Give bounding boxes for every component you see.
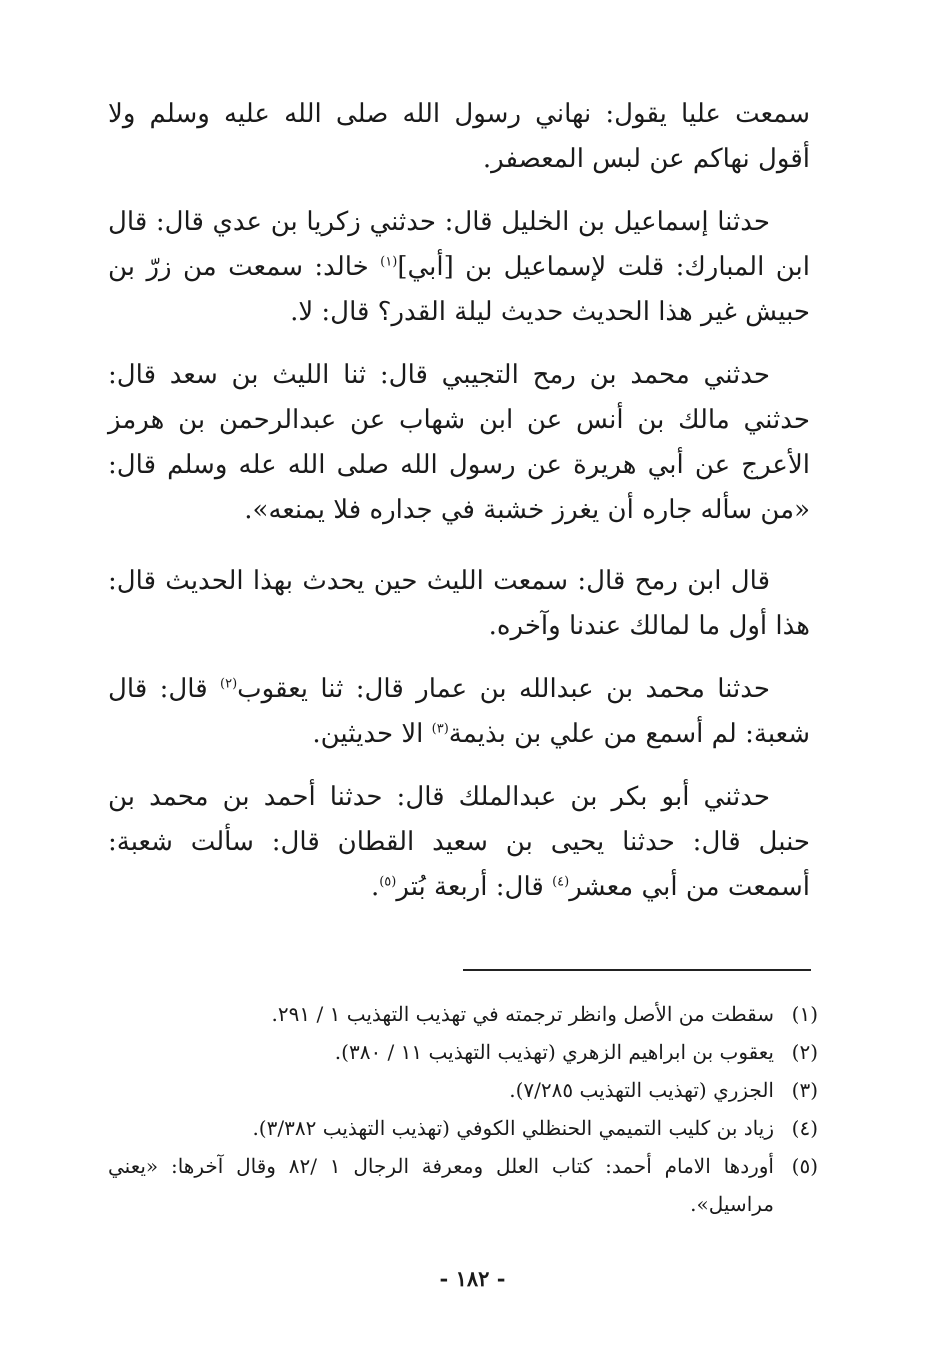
paragraph-5-text-b: قال: قال شعبة: لم أسمع من علي بن بذيمة [108, 674, 810, 749]
paragraph-2 [108, 200, 810, 335]
paragraph-4-text: قال ابن رمح قال: سمعت الليث حين يحدث بهذا الحديث قال: هذا أول ما لمالك عندنا وآخره. [108, 566, 810, 641]
page-number: - ١٨٢ - [439, 1266, 506, 1291]
footnote-2 [108, 1033, 818, 1071]
paragraph-2-text-b: خالد: سمعت من زرّ بن حبيش غير هذا الحديث حديث ليلة القدر؟ قال: لا. [108, 252, 810, 327]
paragraph-5-text-c: الا حديثين. [312, 719, 432, 749]
paragraph-6-text-b: قال: أربعة بُتر [396, 872, 553, 902]
footnote-number: (٢) [791, 1040, 818, 1064]
footnote-ref-1[interactable]: (١) [380, 254, 398, 270]
paragraph-6-text-c: . [370, 872, 380, 902]
paragraph-5 [108, 667, 810, 757]
footnote-3 [108, 1071, 818, 1109]
footnote-ref-4[interactable]: (٤) [552, 874, 570, 890]
paragraph-2-text-a: حدثنا إسماعيل بن الخليل قال: حدثني زكريا بن عدي قال: قال ابن المبارك: قلت لإسماعيل بن [أبي] [108, 207, 810, 282]
footnote-ref-3[interactable]: (٣) [431, 721, 449, 737]
footnote-text: سقطت من الأصل وانظر ترجمته في تهذيب التهذيب ١ / ٢٩١. [271, 1002, 774, 1026]
footnote-text: أوردها الامام أحمد: كتاب العلل ومعرفة الرجال ١ /٨٢ وقال آخرها: «يعني مراسيل». [108, 1154, 774, 1216]
paragraph-6 [108, 775, 810, 910]
paragraph-1 [108, 92, 810, 182]
paragraph-3 [108, 353, 810, 533]
paragraph-3-text: حدثني محمد بن رمح التجيبي قال: ثنا الليث بن سعد قال: حدثني مالك بن أنس عن ابن شهاب عن عبدالرحمن بن هرمز الأعرج عن أبي هريرة عن رسول الله صلى الله عله وسلم قال: «من سأله جاره أن يغرز خشبة في جداره فلا يمنعه». [108, 360, 810, 525]
footnotes-section [108, 995, 818, 1223]
footnote-ref-5[interactable]: (٥) [379, 874, 397, 890]
footnote-5 [108, 1147, 818, 1223]
footnote-4 [108, 1109, 818, 1147]
footnote-text: زياد بن كليب التميمي الحنظلي الكوفي (تهذيب التهذيب ٣/٣٨٢). [252, 1116, 774, 1140]
footnote-number: (٣) [791, 1078, 818, 1102]
paragraph-5-text-a: حدثنا محمد بن عبدالله بن عمار قال: ثنا يعقوب [237, 674, 770, 704]
paragraph-4 [108, 559, 810, 649]
footnote-text: يعقوب بن ابراهيم الزهري (تهذيب التهذيب ١١ / ٣٨٠). [334, 1040, 774, 1064]
paragraph-1-text: سمعت عليا يقول: نهاني رسول الله صلى الله عليه وسلم ولا أقول نهاكم عن لبس المعصفر. [108, 99, 811, 174]
footnote-divider [463, 969, 811, 971]
paragraph-6-text-a: حدثني أبو بكر بن عبدالملك قال: حدثنا أحمد بن محمد بن حنبل قال: حدثنا يحيى بن سعيد القطان قال: سألت شعبة: أسمعت من أبي معشر [108, 782, 810, 902]
footnote-number: (٥) [791, 1154, 818, 1178]
footnote-ref-2[interactable]: (٢) [220, 676, 238, 692]
main-text [108, 92, 810, 928]
footnote-1 [108, 995, 818, 1033]
footnote-text: الجزري (تهذيب التهذيب ٧/٢٨٥). [509, 1078, 774, 1102]
footnote-number: (٤) [791, 1116, 818, 1140]
footnote-number: (١) [791, 1002, 818, 1026]
